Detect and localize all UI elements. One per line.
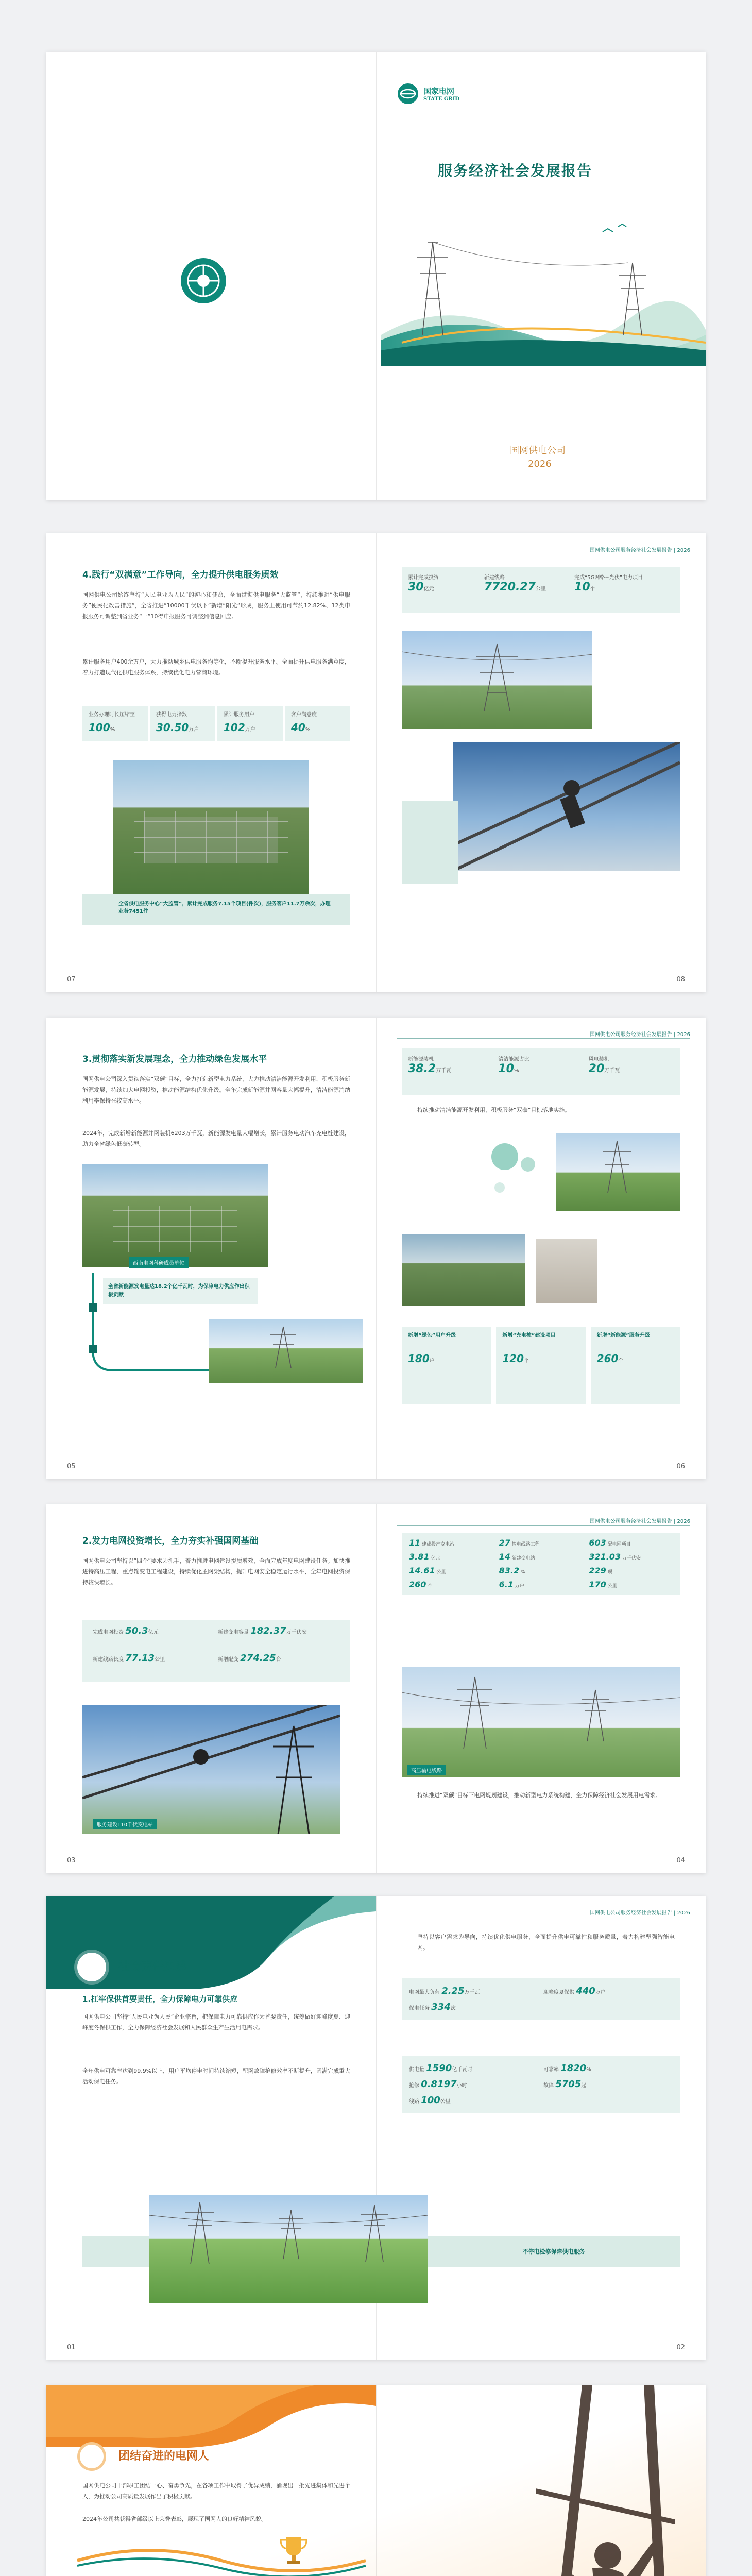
right-stats xyxy=(402,567,680,613)
stat-item: 新建线路长度 77.13公里 xyxy=(93,1653,165,1664)
gutter xyxy=(376,533,377,992)
cover-seal xyxy=(178,255,229,307)
stat-item: 14.61 公里 xyxy=(409,1566,446,1575)
logo-cn: 国家电网 xyxy=(423,87,455,96)
banner-badge xyxy=(77,1953,106,1981)
worker-photo xyxy=(536,1239,597,1303)
logo-icon xyxy=(397,82,419,105)
spread-07-08 xyxy=(46,533,706,992)
gutter xyxy=(376,52,377,500)
stat-item: 新建线路 7720.27公里 xyxy=(484,575,546,594)
photo-caption: 高压输电线路 xyxy=(407,1765,446,1775)
grid-lines-photo xyxy=(402,1667,680,1777)
body-paragraph: 国网供电公司始终坚持“人民电业为人民”的初心和使命，全面贯彻供电服务“大监管”，持续推进“供电服务”便民化改善措施”，全省推进“10000千伏以下”新增“阳光”形成，服务上使用可节约12.82%、12类申报服务可调整到省业务“一”10得申报服务可调整到信息回应。 xyxy=(82,591,350,620)
power-grid-panorama xyxy=(149,2195,428,2303)
cover-title: 服务经济社会发展报告 xyxy=(438,162,593,179)
running-header: 国网供电公司服务经济社会发展报告 | 2026 xyxy=(589,548,690,553)
stats-grid xyxy=(82,1620,350,1682)
cover-company: 国网供电公司 xyxy=(510,445,566,456)
photo-caption: 服务建设110千伏变电站 xyxy=(93,1819,157,1829)
banner-badge xyxy=(77,2442,106,2471)
cover-year: 2026 xyxy=(528,459,552,469)
stat-card: 业务办理时长压缩至 100% xyxy=(82,706,148,741)
body-paragraph: 国网供电公司干部职工团结一心、奋勇争先，在各项工作中取得了优异成绩，涌现出一批先进集体和先进个人，为推动公司高质量发展作出了积极贡献。 xyxy=(82,2482,350,2500)
stat-item: 3.81 亿元 xyxy=(409,1552,440,1562)
cover-landscape xyxy=(381,211,706,366)
header-rule xyxy=(397,1525,690,1526)
stat-card: 客户满意度 40% xyxy=(285,706,350,741)
stat-item: 供电量 1590亿千瓦时 xyxy=(409,2063,473,2074)
page-number-left: 03 xyxy=(67,1857,76,1865)
stat-item: 27 输电线路工程 xyxy=(499,1538,540,1548)
logo-en: STATE GRID xyxy=(423,96,460,102)
banner-title: 社会责任实践 xyxy=(118,1960,187,1973)
stat-item: 抢修 0.8197小时 xyxy=(409,2079,467,2090)
body-paragraph: 国网供电公司深入贯彻落实“双碳”目标，全力打造新型电力系统，大力推动清洁能源开发利用，积极服务新能源发展，持续加大电网投资，推动能源结构优化升级。全年完成新能源并网容量大幅提升，清洁能源消纳利用率保持在较高水平。 xyxy=(82,1076,350,1104)
lineman-tower-photo xyxy=(82,1705,340,1834)
section-title: 3.贯彻落实新发展理念，全力推动绿色发展水平 xyxy=(82,1054,267,1064)
trophy-icon xyxy=(276,2532,312,2568)
stat-item: 风电装机 20万千瓦 xyxy=(588,1057,620,1075)
stat-card: 累计服务用户 102万户 xyxy=(217,706,283,741)
stat-item: 新建变电容量 182.37万千伏安 xyxy=(218,1625,307,1636)
cover-spread xyxy=(46,52,706,500)
decor-circles xyxy=(484,1136,546,1198)
header-rule xyxy=(397,1038,690,1039)
stat-item: 603 配电网项目 xyxy=(589,1538,631,1548)
substation-photo xyxy=(113,760,309,894)
stat-item: 迎峰度夏保供 440万户 xyxy=(543,1986,606,1996)
body-paragraph: 累计服务用户400余万户，大力推动城乡供电服务均等化，不断提升服务水平。全面提升供电服务满意度，着力打造现代化供电服务体系，持续优化电力营商环境。 xyxy=(82,658,350,676)
band-left xyxy=(82,2236,149,2267)
spread-05-06 xyxy=(46,1018,706,1479)
substation-aerial-photo xyxy=(82,1164,268,1267)
spread-01-02 xyxy=(46,1896,706,2360)
right-stats-grid xyxy=(402,1978,680,2020)
stat-item: 清洁能源占比 10% xyxy=(498,1057,529,1075)
stat-item: 故障 5705起 xyxy=(543,2079,587,2090)
stat-item: 170 公里 xyxy=(589,1580,617,1589)
stat-item: 11 建成投产变电站 xyxy=(409,1538,455,1548)
stat-item: 保电任务 334次 xyxy=(409,2002,456,2012)
bird-icon xyxy=(603,224,626,232)
right-stats xyxy=(402,1048,680,1095)
body-paragraph: 全年供电可靠率达到99.9%以上，用户平均停电时间持续缩短，配网故障抢修效率不断提升，圆满完成重大活动保电任务。 xyxy=(82,2067,350,2085)
running-header: 国网供电公司服务经济社会发展报告 | 2026 xyxy=(589,1910,690,1916)
gutter xyxy=(376,1504,377,1873)
service-cards xyxy=(402,1327,680,1404)
band-right: 不停电检修保障供电服务 xyxy=(428,2236,680,2267)
stat-item: 新能源装机 38.2万千瓦 xyxy=(408,1057,452,1075)
body-paragraph: 持续推动清洁能源开发利用，积极服务“双碳”目标落地实施。 xyxy=(417,1107,571,1113)
accent-block xyxy=(402,801,458,884)
stat-item: 完成电网投资 50.3亿元 xyxy=(93,1625,159,1636)
service-card: 新增“新能源”服务升级 260个 xyxy=(591,1327,680,1404)
village-photo xyxy=(402,1234,525,1306)
right-stats-grid xyxy=(402,1533,680,1595)
section-title: 2.发力电网投资增长，全力夯实补强国网基础 xyxy=(82,1536,259,1546)
caption-box: 全省新能源发电量达18.2个亿千瓦时，为保障电力供应作出积极贡献 xyxy=(103,1278,258,1304)
spread-09-10 xyxy=(46,2385,706,2576)
page-number-right: 08 xyxy=(676,976,685,984)
section-title: 4.践行“双满意”工作导向，全力提升供电服务质效 xyxy=(82,570,279,580)
body-paragraph: 国网供电公司坚持“人民电业为人民”企业宗旨，把保障电力可靠供应作为首要责任，统筹做好迎峰度夏、迎峰度冬保供工作，全力保障经济社会发展和人民群众生产生活用电需求。 xyxy=(82,2013,350,2031)
stat-item: 321.03 万千伏安 xyxy=(589,1552,641,1562)
stat-item: 260 个 xyxy=(409,1580,433,1589)
rural-grid-photo xyxy=(209,1319,363,1383)
photo-caption: 全省供电服务中心“大监管”，累计完成服务7.15个项目(件次)，服务客户11.7万余次，办理业务7451件 xyxy=(118,901,331,914)
stat-item: 累计完成投资 30亿元 xyxy=(408,575,439,594)
running-header: 国网供电公司服务经济社会发展报告 | 2026 xyxy=(589,1519,690,1524)
stat-item: 6.1 万户 xyxy=(499,1580,524,1589)
honor-ribbon xyxy=(77,2540,366,2576)
body-paragraph: 国网供电公司坚持以“四个”要求为抓手，着力推进电网建设提质增效，全面完成年度电网建设任务。加快推进特高压工程、重点输变电工程建设，持续优化主网架结构，提升电网安全稳定运行水平，全年电网投资保持较快增长。 xyxy=(82,1557,350,1586)
lineman-silhouette xyxy=(438,2385,706,2576)
page-number-left: 01 xyxy=(67,2344,76,2351)
field-tower-photo xyxy=(556,1133,680,1211)
transmission-tower-photo xyxy=(402,631,592,729)
running-header: 国网供电公司服务经济社会发展报告 | 2026 xyxy=(589,1032,690,1038)
stats-grid xyxy=(82,706,350,741)
stat-item: 完成“5G网络+光伏”电力项目 10个 xyxy=(574,575,643,594)
stat-item: 83.2 % xyxy=(499,1566,525,1575)
stat-item: 14 新建变电站 xyxy=(499,1552,535,1562)
body-paragraph: 持续推进“双碳”目标下电网规划建设，推动新型电力系统构建，全力保障经济社会发展用电需求。 xyxy=(417,1792,661,1799)
gutter xyxy=(376,2385,377,2576)
stat-item: 新增配变 274.25台 xyxy=(218,1653,281,1664)
banner-title: 团结奋进的电网人 xyxy=(118,2450,210,2463)
right-stats-grid-2 xyxy=(402,2056,680,2113)
page-number-left: 07 xyxy=(67,976,76,984)
photo-caption: 西南电网科研成员单位 xyxy=(129,1257,189,1268)
stat-item: 电网最大负荷 2.25万千瓦 xyxy=(409,1986,480,1996)
page-number-right: 04 xyxy=(676,1857,685,1865)
body-paragraph: 坚持以客户需求为导向，持续优化供电服务，全面提升供电可靠性和服务质量，着力构建坚强智能电网。 xyxy=(417,1934,675,1951)
gutter xyxy=(376,1018,377,1479)
page-number-right: 02 xyxy=(676,2344,685,2351)
spread-03-04 xyxy=(46,1504,706,1873)
lineman-photo xyxy=(453,742,680,871)
body-paragraph: 2024年公司共获得省部级以上荣誉表彰，展现了国网人的良好精神风貌。 xyxy=(82,2516,267,2522)
stat-item: 229 项 xyxy=(589,1566,612,1575)
page-number-left: 05 xyxy=(67,1463,76,1470)
state-grid-logo xyxy=(397,82,459,105)
stat-card: 获得电力指数 30.50万户 xyxy=(150,706,215,741)
stat-item: 可靠率 1820% xyxy=(543,2063,591,2074)
body-paragraph: 2024年，完成新增新能源并网装机6203万千瓦，新能源发电量大幅增长，累计服务电动汽车充电桩建设，助力全省绿色低碳转型。 xyxy=(82,1130,350,1147)
service-card: 新增“充电桩”建设项目 120个 xyxy=(496,1327,585,1404)
page-number-right: 06 xyxy=(676,1463,685,1470)
section-title: 1.扛牢保供首要责任，全力保障电力可靠供应 xyxy=(82,1994,238,2004)
service-card: 新增“绿色”用户升级 180户 xyxy=(402,1327,491,1404)
stat-item: 线路 100公里 xyxy=(409,2095,451,2106)
